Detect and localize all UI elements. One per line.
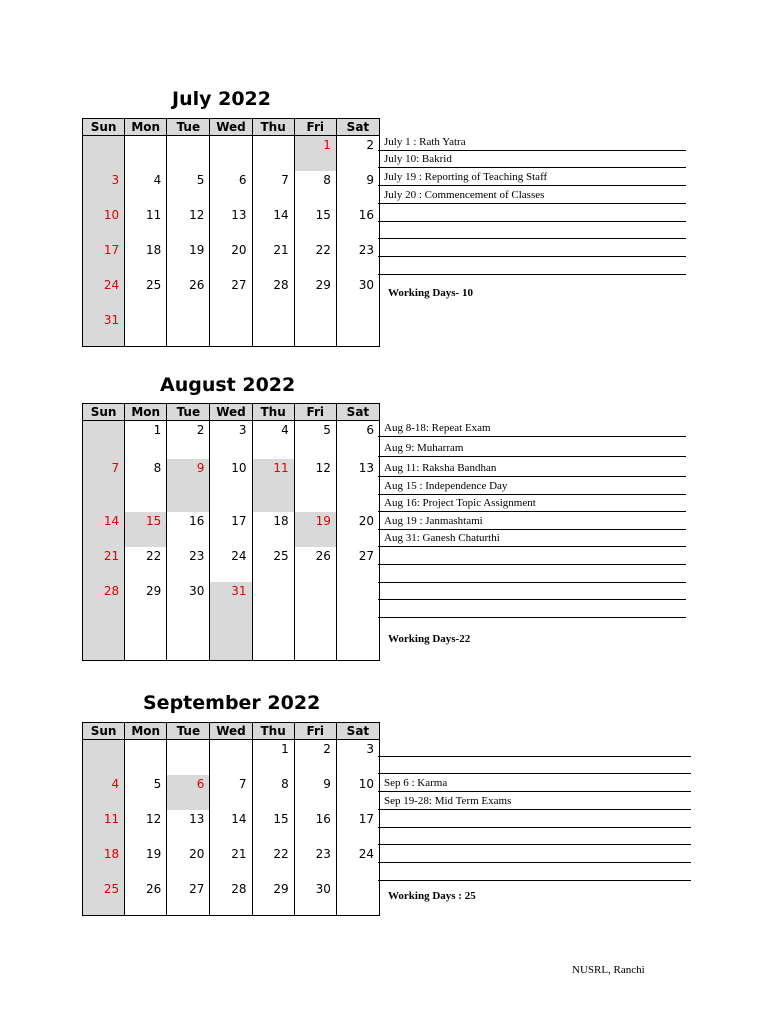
day-cell: [210, 740, 252, 776]
day-cell: 14: [83, 512, 125, 547]
day-cell: 27: [210, 276, 252, 311]
day-cell: 27: [336, 547, 379, 582]
day-cell: [83, 740, 125, 776]
day-cell: 30: [336, 276, 379, 311]
day-cell: 16: [294, 810, 336, 845]
day-cell: 14: [210, 810, 252, 845]
event-line: [378, 811, 691, 828]
week-row: [83, 421, 380, 460]
day-cell: 12: [125, 810, 167, 845]
day-cell: 2: [294, 740, 336, 776]
day-cell: 2: [336, 136, 379, 172]
day-cell: 24: [83, 276, 125, 311]
day-cell: 2: [167, 421, 210, 460]
day-cell: 21: [210, 845, 252, 880]
week-row: [83, 740, 380, 776]
day-cell: 13: [210, 206, 252, 241]
day-cell: 8: [294, 171, 336, 206]
day-cell: 6: [210, 171, 252, 206]
week-row: [83, 171, 380, 206]
weekday-header-fri: Fri: [294, 404, 336, 421]
day-cell: 22: [125, 547, 167, 582]
weekday-header-sun: Sun: [83, 404, 125, 421]
day-cell: 25: [252, 547, 294, 582]
event-line: [378, 240, 686, 257]
day-cell: 29: [294, 276, 336, 311]
event-line: Aug 8-18: Repeat Exam: [378, 420, 686, 437]
weekday-header-tue: Tue: [167, 119, 210, 136]
day-cell: 22: [252, 845, 294, 880]
week-row: [83, 810, 380, 845]
day-cell: 3: [210, 421, 252, 460]
day-cell: 20: [167, 845, 210, 880]
day-cell: 30: [294, 880, 336, 916]
day-cell: 6: [167, 775, 210, 810]
day-cell: 19: [125, 845, 167, 880]
day-cell: 28: [210, 880, 252, 916]
event-line: [378, 757, 691, 774]
day-cell: 12: [167, 206, 210, 241]
day-cell: 19: [167, 241, 210, 276]
weekday-header-tue: Tue: [167, 723, 210, 740]
day-cell: 18: [252, 512, 294, 547]
day-cell: 28: [252, 276, 294, 311]
day-cell: 5: [294, 421, 336, 460]
day-cell: [167, 136, 210, 172]
event-line: [378, 222, 686, 239]
event-line: July 19 : Reporting of Teaching Staff: [378, 169, 686, 186]
day-cell: 16: [167, 512, 210, 547]
weekday-header-thu: Thu: [252, 723, 294, 740]
week-row: [83, 582, 380, 661]
weekday-header-sat: Sat: [336, 723, 379, 740]
event-line: July 1 : Rath Yatra: [378, 134, 686, 151]
week-row: [83, 547, 380, 582]
weekday-header-sun: Sun: [83, 723, 125, 740]
event-line: Aug 9: Muharram: [378, 440, 686, 457]
day-cell: 30: [167, 582, 210, 661]
event-line: [378, 740, 691, 757]
day-cell: 10: [210, 459, 252, 512]
day-cell: 20: [336, 512, 379, 547]
day-cell: 23: [294, 845, 336, 880]
day-cell: 7: [210, 775, 252, 810]
day-cell: 1: [252, 740, 294, 776]
event-line: [378, 864, 691, 881]
day-cell: 13: [336, 459, 379, 512]
weekday-header-sat: Sat: [336, 119, 379, 136]
day-cell: [294, 582, 336, 661]
week-row: [83, 775, 380, 810]
weekday-header-wed: Wed: [210, 723, 252, 740]
day-cell: 4: [125, 171, 167, 206]
event-line: [378, 583, 686, 600]
week-row: [83, 136, 380, 172]
calendar-august: [82, 403, 380, 661]
day-cell: 23: [167, 547, 210, 582]
day-cell: 18: [83, 845, 125, 880]
day-cell: 25: [83, 880, 125, 916]
day-cell: 14: [252, 206, 294, 241]
day-cell: 16: [336, 206, 379, 241]
day-cell: 23: [336, 241, 379, 276]
weekday-header-fri: Fri: [294, 119, 336, 136]
day-cell: 29: [125, 582, 167, 661]
calendar-september: [82, 722, 380, 916]
day-cell: 8: [252, 775, 294, 810]
day-cell: 10: [336, 775, 379, 810]
day-cell: 31: [210, 582, 252, 661]
day-cell: [336, 880, 379, 916]
day-cell: 26: [125, 880, 167, 916]
day-cell: [294, 311, 336, 347]
event-line: Aug 31: Ganesh Chaturthi: [378, 530, 686, 547]
weekday-header-sat: Sat: [336, 404, 379, 421]
week-row: [83, 311, 380, 347]
day-cell: 4: [252, 421, 294, 460]
day-cell: [252, 136, 294, 172]
working-days-august: Working Days-22: [388, 633, 471, 645]
day-cell: 24: [210, 547, 252, 582]
event-line: [378, 828, 691, 845]
day-cell: [210, 136, 252, 172]
day-cell: 3: [83, 171, 125, 206]
event-line: Aug 19 : Janmashtami: [378, 513, 686, 530]
day-cell: [210, 311, 252, 347]
week-row: [83, 241, 380, 276]
weekday-header-mon: Mon: [125, 404, 167, 421]
event-line: [378, 566, 686, 583]
day-cell: 29: [252, 880, 294, 916]
day-cell: 21: [83, 547, 125, 582]
day-cell: 21: [252, 241, 294, 276]
day-cell: 8: [125, 459, 167, 512]
month-title-july: July 2022: [172, 88, 271, 110]
day-cell: 12: [294, 459, 336, 512]
footer-institution: NUSRL, Ranchi: [572, 964, 645, 976]
day-cell: [167, 311, 210, 347]
event-line: July 10: Bakrid: [378, 151, 686, 168]
day-cell: [252, 582, 294, 661]
week-row: [83, 206, 380, 241]
day-cell: 10: [83, 206, 125, 241]
day-cell: [83, 421, 125, 460]
day-cell: 15: [125, 512, 167, 547]
day-cell: 9: [294, 775, 336, 810]
day-cell: [336, 582, 379, 661]
month-title-september: September 2022: [143, 692, 321, 714]
day-cell: 11: [125, 206, 167, 241]
day-cell: [125, 740, 167, 776]
day-cell: 27: [167, 880, 210, 916]
event-line: [378, 258, 686, 275]
day-cell: 7: [252, 171, 294, 206]
day-cell: 11: [252, 459, 294, 512]
day-cell: 31: [83, 311, 125, 347]
day-cell: 26: [167, 276, 210, 311]
day-cell: 5: [167, 171, 210, 206]
event-line: Sep 6 : Karma: [378, 775, 691, 792]
event-line: Sep 19-28: Mid Term Exams: [378, 793, 691, 810]
day-cell: 18: [125, 241, 167, 276]
day-cell: 11: [83, 810, 125, 845]
week-row: [83, 845, 380, 880]
day-cell: 5: [125, 775, 167, 810]
calendar-july: [82, 118, 380, 347]
day-cell: 24: [336, 845, 379, 880]
day-cell: 26: [294, 547, 336, 582]
weekday-header-thu: Thu: [252, 119, 294, 136]
day-cell: 9: [336, 171, 379, 206]
working-days-july: Working Days- 10: [388, 287, 473, 299]
day-cell: 1: [125, 421, 167, 460]
event-line: Aug 16: Project Topic Assignment: [378, 495, 686, 512]
day-cell: 28: [83, 582, 125, 661]
event-line: Aug 11: Raksha Bandhan: [378, 460, 686, 477]
weekday-header-fri: Fri: [294, 723, 336, 740]
weekday-header-sun: Sun: [83, 119, 125, 136]
day-cell: 25: [125, 276, 167, 311]
week-row: [83, 880, 380, 916]
day-cell: 4: [83, 775, 125, 810]
day-cell: 15: [294, 206, 336, 241]
day-cell: 17: [83, 241, 125, 276]
weekday-header-tue: Tue: [167, 404, 210, 421]
weekday-header-wed: Wed: [210, 404, 252, 421]
day-cell: [336, 311, 379, 347]
weekday-header-thu: Thu: [252, 404, 294, 421]
day-cell: 13: [167, 810, 210, 845]
day-cell: [125, 136, 167, 172]
day-cell: [125, 311, 167, 347]
day-cell: [83, 136, 125, 172]
month-title-august: August 2022: [160, 374, 296, 396]
day-cell: 17: [210, 512, 252, 547]
event-line: [378, 846, 691, 863]
day-cell: 22: [294, 241, 336, 276]
day-cell: 17: [336, 810, 379, 845]
week-row: [83, 459, 380, 512]
event-line: [378, 205, 686, 222]
week-row: [83, 276, 380, 311]
weekday-header-mon: Mon: [125, 723, 167, 740]
day-cell: [252, 311, 294, 347]
weekday-header-mon: Mon: [125, 119, 167, 136]
day-cell: 20: [210, 241, 252, 276]
day-cell: 3: [336, 740, 379, 776]
day-cell: 7: [83, 459, 125, 512]
week-row: [83, 512, 380, 547]
event-line: July 20 : Commencement of Classes: [378, 187, 686, 204]
event-line: Aug 15 : Independence Day: [378, 478, 686, 495]
event-line: [378, 548, 686, 565]
event-line: [378, 601, 686, 618]
day-cell: 6: [336, 421, 379, 460]
day-cell: 9: [167, 459, 210, 512]
day-cell: 15: [252, 810, 294, 845]
day-cell: [167, 740, 210, 776]
day-cell: 1: [294, 136, 336, 172]
day-cell: 19: [294, 512, 336, 547]
working-days-september: Working Days : 25: [388, 890, 476, 902]
weekday-header-wed: Wed: [210, 119, 252, 136]
